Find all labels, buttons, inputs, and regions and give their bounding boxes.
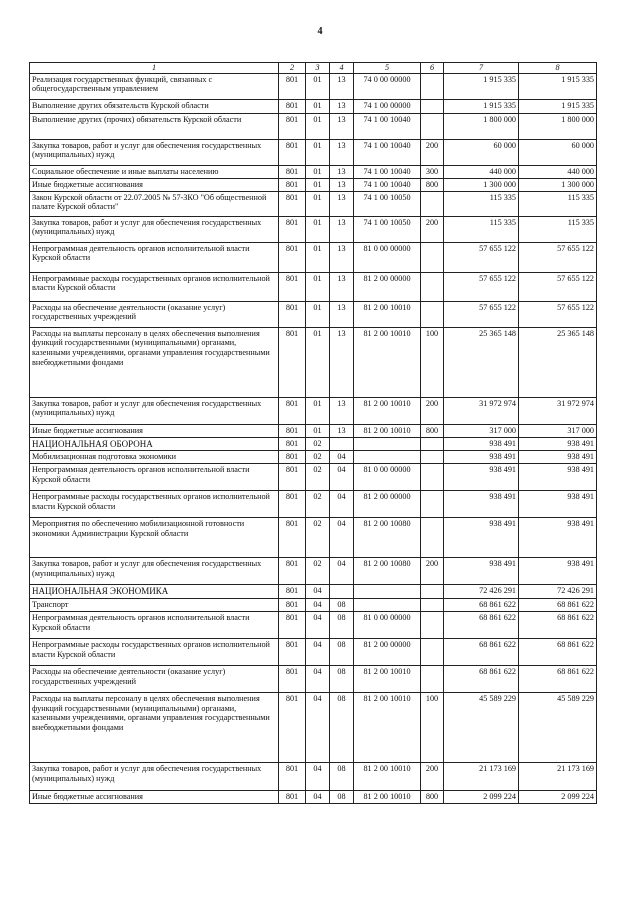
- amount-year1-cell: 25 365 148: [444, 327, 519, 397]
- subsection-code-cell: 08: [330, 790, 354, 803]
- subsection-code-cell: 08: [330, 611, 354, 638]
- table-row: [30, 491, 597, 518]
- table-row: [30, 790, 597, 803]
- ministry-code-cell: 801: [279, 301, 306, 327]
- subsection-code-cell: 13: [330, 165, 354, 178]
- target-article-cell: 81 2 00 10010: [354, 301, 421, 327]
- target-article-cell: [354, 585, 421, 599]
- subsection-code-cell: 13: [330, 99, 354, 113]
- item-name-cell: Социальное обеспечение и иные выплаты населению: [30, 165, 279, 178]
- target-article-cell: 74 1 00 00000: [354, 99, 421, 113]
- subsection-code-cell: 04: [330, 464, 354, 491]
- target-article-cell: [354, 451, 421, 464]
- amount-year1-cell: 21 173 169: [444, 762, 519, 790]
- section-code-cell: 04: [306, 665, 330, 692]
- expense-type-cell: 800: [421, 178, 444, 191]
- amount-year1-cell: 115 335: [444, 191, 519, 216]
- expense-type-cell: 200: [421, 216, 444, 242]
- amount-year2-cell: 68 861 622: [519, 611, 597, 638]
- subsection-code-cell: 08: [330, 598, 354, 611]
- target-article-cell: [354, 598, 421, 611]
- amount-year1-cell: 68 861 622: [444, 611, 519, 638]
- amount-year2-cell: 60 000: [519, 139, 597, 165]
- expense-type-cell: [421, 598, 444, 611]
- item-name-cell: Мобилизационная подготовка экономики: [30, 451, 279, 464]
- amount-year2-cell: 938 491: [519, 437, 597, 451]
- subsection-code-cell: 04: [330, 558, 354, 585]
- table-row: [30, 99, 597, 113]
- amount-year1-cell: 938 491: [444, 558, 519, 585]
- amount-year2-cell: 68 861 622: [519, 598, 597, 611]
- expense-type-cell: 200: [421, 762, 444, 790]
- expense-type-cell: 800: [421, 424, 444, 437]
- header-cell-2: 2: [279, 63, 306, 74]
- table-row: [30, 451, 597, 464]
- section-code-cell: 04: [306, 611, 330, 638]
- table-row: [30, 558, 597, 585]
- item-name-cell: Иные бюджетные ассигнования: [30, 178, 279, 191]
- section-code-cell: 04: [306, 598, 330, 611]
- section-code-cell: 01: [306, 73, 330, 99]
- budget-table-body: [30, 63, 597, 804]
- expense-type-cell: [421, 585, 444, 599]
- ministry-code-cell: 801: [279, 73, 306, 99]
- table-row: [30, 139, 597, 165]
- subsection-code-cell: 08: [330, 762, 354, 790]
- target-article-cell: 81 2 00 10010: [354, 665, 421, 692]
- subsection-code-cell: 13: [330, 327, 354, 397]
- section-code-cell: 01: [306, 113, 330, 139]
- subsection-code-cell: 13: [330, 216, 354, 242]
- expense-type-cell: 200: [421, 139, 444, 165]
- expense-type-cell: [421, 272, 444, 301]
- table-row: [30, 327, 597, 397]
- subsection-code-cell: 13: [330, 397, 354, 424]
- item-name-cell: НАЦИОНАЛЬНАЯ ЭКОНОМИКА: [30, 585, 279, 599]
- table-row: [30, 165, 597, 178]
- target-article-cell: 74 1 00 10050: [354, 191, 421, 216]
- ministry-code-cell: 801: [279, 558, 306, 585]
- target-article-cell: 81 2 00 10010: [354, 424, 421, 437]
- table-row: [30, 598, 597, 611]
- item-name-cell: Иные бюджетные ассигнования: [30, 790, 279, 803]
- target-article-cell: 81 2 00 00000: [354, 272, 421, 301]
- amount-year2-cell: 25 365 148: [519, 327, 597, 397]
- header-cell-5: 5: [354, 63, 421, 74]
- target-article-cell: 74 1 00 10050: [354, 216, 421, 242]
- expense-type-cell: 200: [421, 558, 444, 585]
- table-row: [30, 692, 597, 762]
- ministry-code-cell: 801: [279, 611, 306, 638]
- amount-year1-cell: 45 589 229: [444, 692, 519, 762]
- amount-year1-cell: 2 099 224: [444, 790, 519, 803]
- ministry-code-cell: 801: [279, 165, 306, 178]
- section-code-cell: 02: [306, 464, 330, 491]
- ministry-code-cell: 801: [279, 242, 306, 272]
- ministry-code-cell: 801: [279, 424, 306, 437]
- amount-year2-cell: 31 972 974: [519, 397, 597, 424]
- header-cell-3: 3: [306, 63, 330, 74]
- expense-type-cell: [421, 301, 444, 327]
- section-code-cell: 01: [306, 216, 330, 242]
- section-code-cell: 04: [306, 692, 330, 762]
- amount-year1-cell: 115 335: [444, 216, 519, 242]
- amount-year2-cell: 68 861 622: [519, 638, 597, 665]
- target-article-cell: 74 1 00 10040: [354, 113, 421, 139]
- item-name-cell: Расходы на обеспечение деятельности (оказание услуг) государственных учреждений: [30, 301, 279, 327]
- item-name-cell: Закупка товаров, работ и услуг для обеспечения государственных (муниципальных) нужд: [30, 139, 279, 165]
- amount-year2-cell: 57 655 122: [519, 272, 597, 301]
- subsection-code-cell: 13: [330, 424, 354, 437]
- ministry-code-cell: 801: [279, 451, 306, 464]
- ministry-code-cell: 801: [279, 139, 306, 165]
- budget-table: [29, 62, 597, 804]
- amount-year2-cell: 45 589 229: [519, 692, 597, 762]
- expense-type-cell: [421, 242, 444, 272]
- section-code-cell: 01: [306, 178, 330, 191]
- amount-year1-cell: 440 000: [444, 165, 519, 178]
- section-code-cell: 04: [306, 638, 330, 665]
- section-code-cell: 01: [306, 165, 330, 178]
- target-article-cell: 74 0 00 00000: [354, 73, 421, 99]
- section-code-cell: 02: [306, 518, 330, 558]
- item-name-cell: Выполнение других обязательств Курской области: [30, 99, 279, 113]
- header-cell-1: 1: [30, 63, 279, 74]
- subsection-code-cell: 13: [330, 272, 354, 301]
- expense-type-cell: [421, 437, 444, 451]
- amount-year2-cell: 115 335: [519, 216, 597, 242]
- target-article-cell: 81 2 00 10010: [354, 692, 421, 762]
- expense-type-cell: 200: [421, 397, 444, 424]
- table-row: [30, 301, 597, 327]
- amount-year2-cell: 1 800 000: [519, 113, 597, 139]
- item-name-cell: Расходы на выплаты персоналу в целях обеспечения выполнения функций государственными (муниципальными) органами, казенными учреждениями, органами управления государственными внебюджетными фондами: [30, 327, 279, 397]
- amount-year1-cell: 1 915 335: [444, 73, 519, 99]
- subsection-code-cell: 04: [330, 491, 354, 518]
- item-name-cell: Непрограммные расходы государственных органов исполнительной власти Курской области: [30, 638, 279, 665]
- ministry-code-cell: 801: [279, 216, 306, 242]
- ministry-code-cell: 801: [279, 99, 306, 113]
- amount-year1-cell: 60 000: [444, 139, 519, 165]
- section-code-cell: 01: [306, 191, 330, 216]
- subsection-code-cell: 13: [330, 301, 354, 327]
- subsection-code-cell: 04: [330, 518, 354, 558]
- amount-year1-cell: 68 861 622: [444, 638, 519, 665]
- amount-year1-cell: 31 972 974: [444, 397, 519, 424]
- amount-year1-cell: 1 915 335: [444, 99, 519, 113]
- expense-type-cell: [421, 638, 444, 665]
- amount-year1-cell: 938 491: [444, 518, 519, 558]
- amount-year1-cell: 57 655 122: [444, 301, 519, 327]
- target-article-cell: 74 1 00 10040: [354, 165, 421, 178]
- ministry-code-cell: 801: [279, 191, 306, 216]
- expense-type-cell: [421, 113, 444, 139]
- amount-year1-cell: 938 491: [444, 437, 519, 451]
- expense-type-cell: 300: [421, 165, 444, 178]
- ministry-code-cell: 801: [279, 665, 306, 692]
- table-row: [30, 518, 597, 558]
- amount-year2-cell: 1 300 000: [519, 178, 597, 191]
- table-row: [30, 216, 597, 242]
- amount-year1-cell: 938 491: [444, 491, 519, 518]
- amount-year1-cell: 57 655 122: [444, 272, 519, 301]
- item-name-cell: Расходы на обеспечение деятельности (оказание услуг) государственных учреждений: [30, 665, 279, 692]
- table-row: [30, 242, 597, 272]
- ministry-code-cell: 801: [279, 598, 306, 611]
- expense-type-cell: [421, 73, 444, 99]
- subsection-code-cell: [330, 585, 354, 599]
- item-name-cell: Непрограммная деятельность органов исполнительной власти Курской области: [30, 464, 279, 491]
- subsection-code-cell: 08: [330, 665, 354, 692]
- amount-year2-cell: 938 491: [519, 558, 597, 585]
- item-name-cell: Реализация государственных функций, связанных с общегосударственным управлением: [30, 73, 279, 99]
- item-name-cell: Непрограммная деятельность органов исполнительной власти Курской области: [30, 242, 279, 272]
- expense-type-cell: [421, 518, 444, 558]
- amount-year2-cell: 57 655 122: [519, 301, 597, 327]
- target-article-cell: 74 1 00 10040: [354, 178, 421, 191]
- item-name-cell: НАЦИОНАЛЬНАЯ ОБОРОНА: [30, 437, 279, 451]
- table-row: [30, 397, 597, 424]
- amount-year1-cell: 317 000: [444, 424, 519, 437]
- target-article-cell: 81 2 00 10010: [354, 762, 421, 790]
- subsection-code-cell: 13: [330, 73, 354, 99]
- subsection-code-cell: 13: [330, 139, 354, 165]
- subsection-code-cell: 13: [330, 178, 354, 191]
- amount-year1-cell: 68 861 622: [444, 598, 519, 611]
- ministry-code-cell: 801: [279, 638, 306, 665]
- ministry-code-cell: 801: [279, 518, 306, 558]
- amount-year2-cell: 938 491: [519, 464, 597, 491]
- target-article-cell: 81 2 00 00000: [354, 491, 421, 518]
- table-row: [30, 638, 597, 665]
- table-row: [30, 762, 597, 790]
- expense-type-cell: 100: [421, 692, 444, 762]
- expense-type-cell: [421, 99, 444, 113]
- target-article-cell: 81 2 00 10080: [354, 558, 421, 585]
- ministry-code-cell: 801: [279, 692, 306, 762]
- target-article-cell: 81 0 00 00000: [354, 611, 421, 638]
- expense-type-cell: 100: [421, 327, 444, 397]
- target-article-cell: 81 0 00 00000: [354, 242, 421, 272]
- table-row: [30, 272, 597, 301]
- item-name-cell: Непрограммные расходы государственных органов исполнительной власти Курской области: [30, 491, 279, 518]
- item-name-cell: Закупка товаров, работ и услуг для обеспечения государственных (муниципальных) нужд: [30, 397, 279, 424]
- item-name-cell: Закон Курской области от 22.07.2005 № 57-ЗКО "Об общественной палате Курской области": [30, 191, 279, 216]
- item-name-cell: Непрограммная деятельность органов исполнительной власти Курской области: [30, 611, 279, 638]
- ministry-code-cell: 801: [279, 272, 306, 301]
- item-name-cell: Закупка товаров, работ и услуг для обеспечения государственных (муниципальных) нужд: [30, 762, 279, 790]
- table-row: [30, 113, 597, 139]
- expense-type-cell: [421, 665, 444, 692]
- table-row: [30, 611, 597, 638]
- section-code-cell: 02: [306, 437, 330, 451]
- amount-year2-cell: 72 426 291: [519, 585, 597, 599]
- section-code-cell: 02: [306, 491, 330, 518]
- subsection-code-cell: 13: [330, 242, 354, 272]
- target-article-cell: 74 1 00 10040: [354, 139, 421, 165]
- section-code-cell: 01: [306, 139, 330, 165]
- section-code-cell: 01: [306, 242, 330, 272]
- section-code-cell: 04: [306, 585, 330, 599]
- expense-type-cell: [421, 191, 444, 216]
- ministry-code-cell: 801: [279, 464, 306, 491]
- ministry-code-cell: 801: [279, 585, 306, 599]
- amount-year1-cell: 68 861 622: [444, 665, 519, 692]
- amount-year2-cell: 2 099 224: [519, 790, 597, 803]
- section-code-cell: 01: [306, 397, 330, 424]
- ministry-code-cell: 801: [279, 327, 306, 397]
- table-row: [30, 464, 597, 491]
- subsection-code-cell: 04: [330, 451, 354, 464]
- section-code-cell: 04: [306, 790, 330, 803]
- section-code-cell: 01: [306, 272, 330, 301]
- amount-year2-cell: 1 915 335: [519, 99, 597, 113]
- target-article-cell: 81 0 00 00000: [354, 464, 421, 491]
- subsection-code-cell: 13: [330, 191, 354, 216]
- expense-type-cell: [421, 491, 444, 518]
- section-code-cell: 01: [306, 424, 330, 437]
- page-number: 4: [317, 26, 323, 37]
- table-row: [30, 424, 597, 437]
- target-article-cell: 81 2 00 00000: [354, 638, 421, 665]
- ministry-code-cell: 801: [279, 790, 306, 803]
- item-name-cell: Иные бюджетные ассигнования: [30, 424, 279, 437]
- subsection-code-cell: 13: [330, 113, 354, 139]
- ministry-code-cell: 801: [279, 113, 306, 139]
- table-row: [30, 665, 597, 692]
- table-header-row: [30, 63, 597, 74]
- section-code-cell: 01: [306, 99, 330, 113]
- target-article-cell: 81 2 00 10010: [354, 790, 421, 803]
- amount-year2-cell: 938 491: [519, 451, 597, 464]
- amount-year1-cell: 938 491: [444, 464, 519, 491]
- amount-year2-cell: 440 000: [519, 165, 597, 178]
- expense-type-cell: 800: [421, 790, 444, 803]
- header-cell-6: 6: [421, 63, 444, 74]
- subsection-code-cell: [330, 437, 354, 451]
- item-name-cell: Расходы на выплаты персоналу в целях обеспечения выполнения функций государственными (муниципальными) органами, казенными учреждениями, органами управления государственными внебюджетными фондами: [30, 692, 279, 762]
- table-row: [30, 191, 597, 216]
- expense-type-cell: [421, 451, 444, 464]
- ministry-code-cell: 801: [279, 437, 306, 451]
- amount-year1-cell: 1 800 000: [444, 113, 519, 139]
- subsection-code-cell: 08: [330, 638, 354, 665]
- ministry-code-cell: 801: [279, 762, 306, 790]
- ministry-code-cell: 801: [279, 178, 306, 191]
- item-name-cell: Закупка товаров, работ и услуг для обеспечения государственных (муниципальных) нужд: [30, 216, 279, 242]
- table-row: [30, 178, 597, 191]
- header-cell-4: 4: [330, 63, 354, 74]
- expense-type-cell: [421, 611, 444, 638]
- ministry-code-cell: 801: [279, 491, 306, 518]
- target-article-cell: 81 2 00 10010: [354, 397, 421, 424]
- section-row: [30, 437, 597, 451]
- item-name-cell: Мероприятия по обеспечению мобилизационной готовности экономики Администрации Курской области: [30, 518, 279, 558]
- amount-year2-cell: 115 335: [519, 191, 597, 216]
- target-article-cell: 81 2 00 10010: [354, 327, 421, 397]
- amount-year2-cell: 317 000: [519, 424, 597, 437]
- item-name-cell: Закупка товаров, работ и услуг для обеспечения государственных (муниципальных) нужд: [30, 558, 279, 585]
- section-row: [30, 585, 597, 599]
- target-article-cell: [354, 437, 421, 451]
- ministry-code-cell: 801: [279, 397, 306, 424]
- amount-year2-cell: 938 491: [519, 518, 597, 558]
- subsection-code-cell: 08: [330, 692, 354, 762]
- amount-year1-cell: 57 655 122: [444, 242, 519, 272]
- amount-year1-cell: 938 491: [444, 451, 519, 464]
- amount-year2-cell: 21 173 169: [519, 762, 597, 790]
- section-code-cell: 01: [306, 327, 330, 397]
- section-code-cell: 02: [306, 558, 330, 585]
- amount-year1-cell: 1 300 000: [444, 178, 519, 191]
- amount-year2-cell: 57 655 122: [519, 242, 597, 272]
- section-code-cell: 04: [306, 762, 330, 790]
- amount-year2-cell: 1 915 335: [519, 73, 597, 99]
- expense-type-cell: [421, 464, 444, 491]
- header-cell-8: 8: [519, 63, 597, 74]
- table-row: [30, 73, 597, 99]
- item-name-cell: Выполнение других (прочих) обязательств Курской области: [30, 113, 279, 139]
- item-name-cell: Транспорт: [30, 598, 279, 611]
- section-code-cell: 02: [306, 451, 330, 464]
- header-cell-7: 7: [444, 63, 519, 74]
- target-article-cell: 81 2 00 10080: [354, 518, 421, 558]
- section-code-cell: 01: [306, 301, 330, 327]
- item-name-cell: Непрограммные расходы государственных органов исполнительной власти Курской области: [30, 272, 279, 301]
- amount-year2-cell: 938 491: [519, 491, 597, 518]
- amount-year2-cell: 68 861 622: [519, 665, 597, 692]
- amount-year1-cell: 72 426 291: [444, 585, 519, 599]
